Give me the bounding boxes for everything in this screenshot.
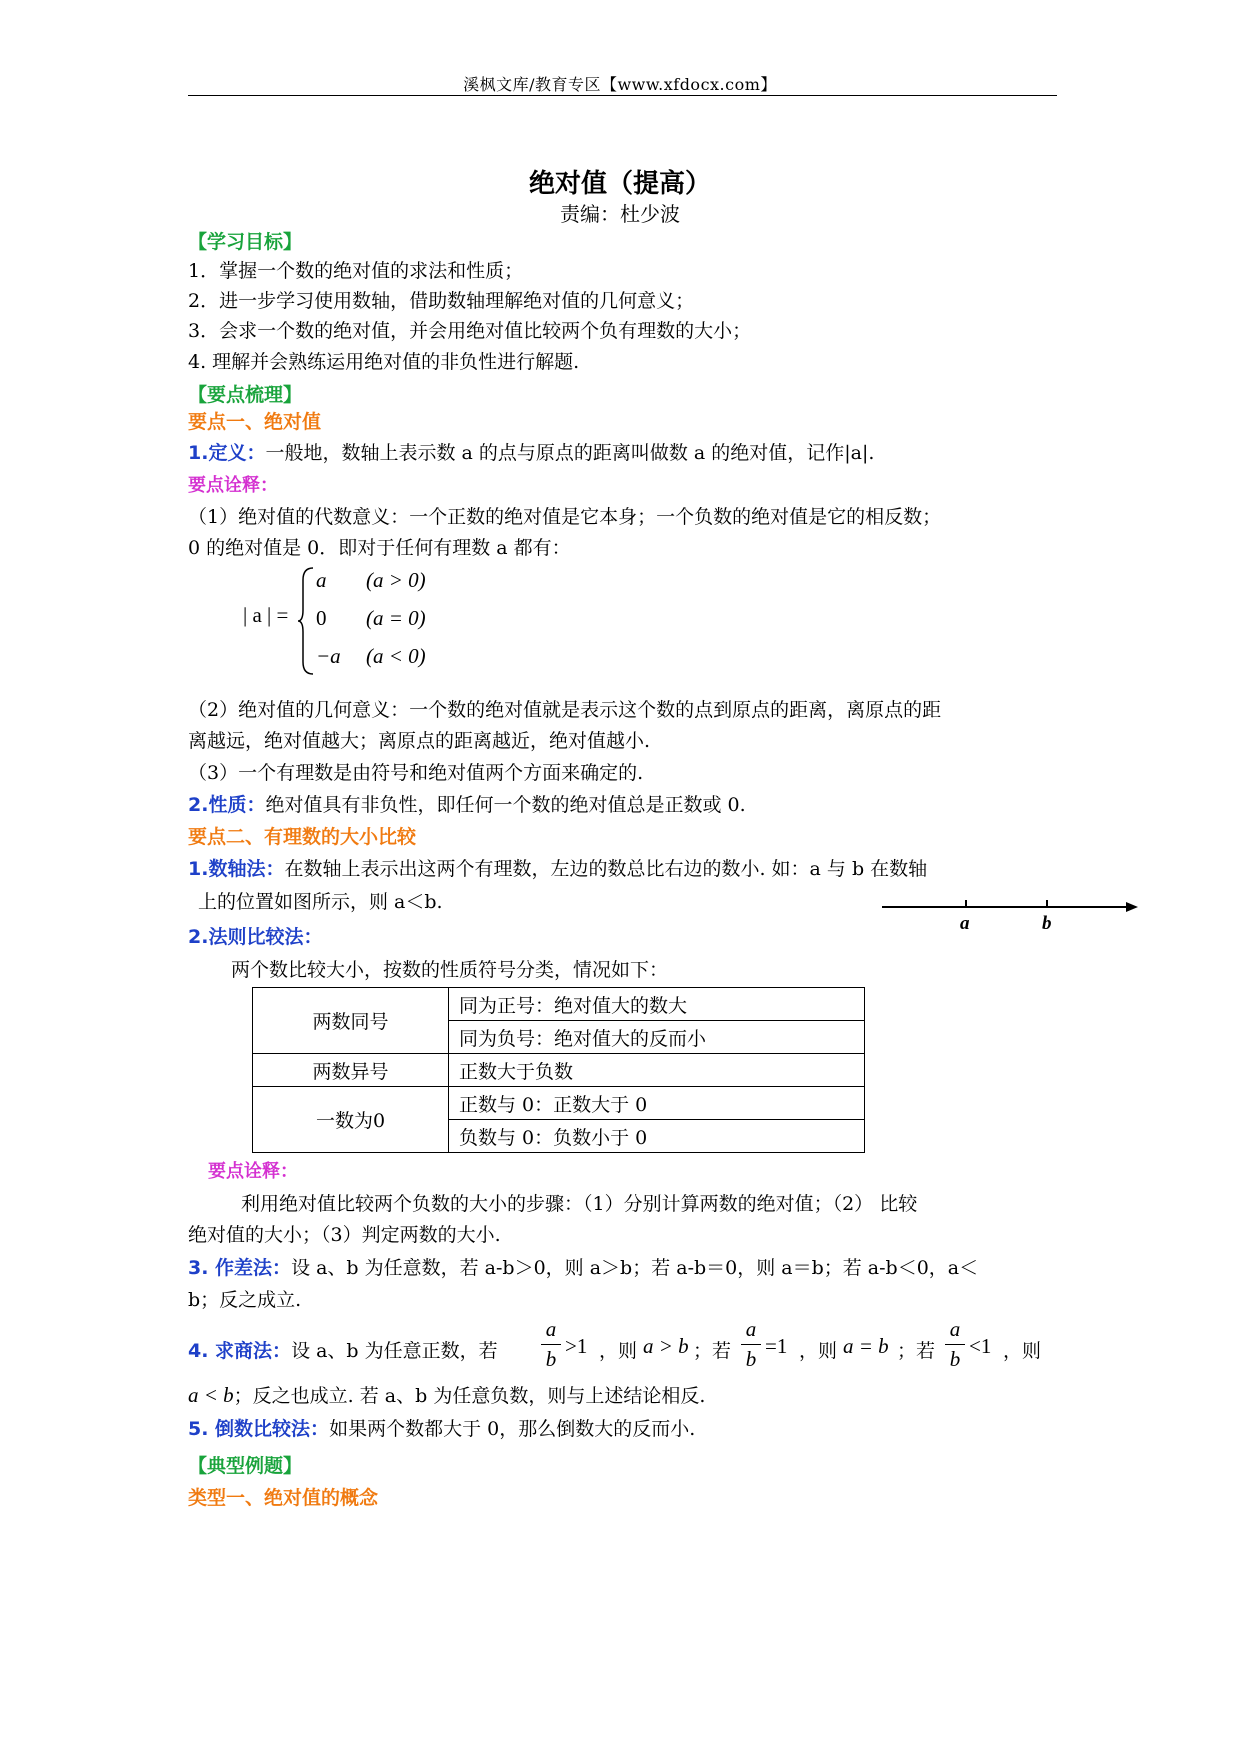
difference-text-continued: b；反之成立. [188,1289,302,1311]
number-line-text: 在数轴上表示出这两个有理数，左边的数总比右边的数小. 如：a 与 b 在数轴 [284,858,928,880]
definition-text: 一般地，数轴上表示数 a 的点与原点的距离叫做数 a 的绝对值，记作|a|. [265,442,875,464]
objective-item: 1．掌握一个数的绝对值的求法和性质； [188,260,524,282]
quotient-conclusion: a = b [843,1334,889,1358]
page-header: 溪枫文库/教育专区【www.xfdocx.com】 [463,75,777,94]
piecewise-case-value: 0 [316,606,327,630]
number-line-label: 1.数轴法： [188,858,285,880]
quotient-method [188,1336,498,1363]
quotient-relation: <1 [969,1334,992,1358]
table-case-cell: 同为正号：绝对值大的数大 [449,988,865,1021]
note-geometric-line-2: 离越远，绝对值越大；离原点的距离越近，绝对值越小. [188,730,651,752]
objectives-heading: 【学习目标】 [188,231,303,253]
property-label: 2.性质： [188,794,266,816]
key-points-heading: 【要点梳理】 [188,384,303,406]
objective-item: 4. 理解并会熟练运用绝对值的非负性进行解题. [188,351,580,373]
table-category-cell: 两数同号 [253,988,449,1054]
quotient-text: ，则 [1003,1340,1042,1362]
table-category-cell: 一数为0 [253,1087,449,1153]
property-text: 绝对值具有非负性，即任何一个数的绝对值总是正数或 0. [265,794,746,816]
piecewise-case-condition: (a = 0) [366,606,426,630]
point-one-heading: 要点一、绝对值 [188,411,322,433]
table-row [253,1054,865,1087]
quotient-relation: =1 [765,1334,788,1358]
number-line-text-continued: 上的位置如图所示，则 a＜b. [198,891,443,913]
piecewise-case-value: −a [316,644,341,668]
definition-label: 1.定义： [188,442,266,464]
header-divider [188,95,1057,96]
piecewise-case-condition: (a > 0) [366,568,426,592]
quotient-relation: >1 [565,1334,588,1358]
piecewise-lhs: | a | = [243,603,289,627]
quotient-continued: a < b；反之也成立. 若 a、b 为任意负数，则与上述结论相反. [188,1383,706,1407]
quotient-text: ，则 [599,1340,638,1362]
point-two-heading: 要点二、有理数的大小比较 [188,826,417,848]
rule-method-label: 2.法则比较法： [188,926,323,948]
piecewise-case-value: a [316,568,327,592]
piecewise-brace [297,566,317,676]
piecewise-case-condition: (a < 0) [366,644,426,668]
quotient-text: 设 a、b 为任意正数，若 [291,1340,498,1362]
number-line-diagram [880,895,1140,940]
editor-credit: 责编：杜少波 [560,202,680,226]
comparison-table [252,987,865,1153]
note-heading: 要点诠释： [208,1161,298,1182]
property-paragraph [188,790,746,817]
reciprocal-label: 5. 倒数比较法： [188,1418,330,1440]
table-case-cell: 正数大于负数 [449,1054,865,1087]
difference-label: 3. 作差法： [188,1257,292,1279]
difference-text: 设 a、b 为任意数，若 a-b＞0，则 a＞b；若 a-b＝0，则 a＝b；若 a-b＜0，a＜ [291,1257,979,1279]
quotient-label: 4. 求商法： [188,1340,292,1362]
quotient-text: ；若 [693,1340,732,1362]
note-heading: 要点诠释： [188,475,278,496]
quotient-text: ；若 [897,1340,936,1362]
fraction-a-over-b: a b [741,1317,761,1372]
examples-heading: 【典型例题】 [188,1455,303,1477]
note-algebraic-line-2: 0 的绝对值是 0．即对于任何有理数 a 都有： [188,537,571,559]
reciprocal-method [188,1414,695,1441]
table-case-cell: 同为负号：绝对值大的反而小 [449,1021,865,1054]
number-line-method [188,854,927,881]
note-determination: （3）一个有理数是由符号和绝对值两个方面来确定的. [188,762,644,784]
rule-intro: 两个数比较大小，按数的性质符号分类，情况如下： [231,959,669,981]
objective-item: 3．会求一个数的绝对值，并会用绝对值比较两个负有理数的大小； [188,320,752,342]
reciprocal-text: 如果两个数都大于 0，那么倒数大的反而小. [329,1418,696,1440]
fraction-a-over-b: a b [945,1317,965,1372]
type-one-heading: 类型一、绝对值的概念 [188,1487,379,1509]
table-row [253,988,865,1021]
fraction-a-over-b: a b [541,1317,561,1372]
note-steps-line-2: 绝对值的大小；（3）判定两数的大小. [188,1224,501,1246]
note-geometric-line-1: （2）绝对值的几何意义：一个数的绝对值就是表示这个数的点到原点的距离，离原点的距 [188,699,942,721]
quotient-conclusion: a > b [643,1334,689,1358]
page-title: 绝对值（提高） [528,169,711,199]
table-category-cell: 两数异号 [253,1054,449,1087]
definition-paragraph [188,438,874,465]
number-line-label-a: a [960,913,970,934]
objective-item: 2．进一步学习使用数轴，借助数轴理解绝对值的几何意义； [188,290,695,312]
note-algebraic-line-1: （1）绝对值的代数意义：一个正数的绝对值是它本身；一个负数的绝对值是它的相反数； [188,506,942,528]
difference-method [188,1253,978,1280]
quotient-text: ，则 [799,1340,838,1362]
note-steps-line-1: 利用绝对值比较两个负数的大小的步骤：（1）分别计算两数的绝对值；（2） 比较 [241,1193,918,1215]
number-line-label-b: b [1042,913,1052,934]
table-case-cell: 负数与 0：负数小于 0 [449,1120,865,1153]
table-row [253,1087,865,1120]
table-case-cell: 正数与 0：正数大于 0 [449,1087,865,1120]
